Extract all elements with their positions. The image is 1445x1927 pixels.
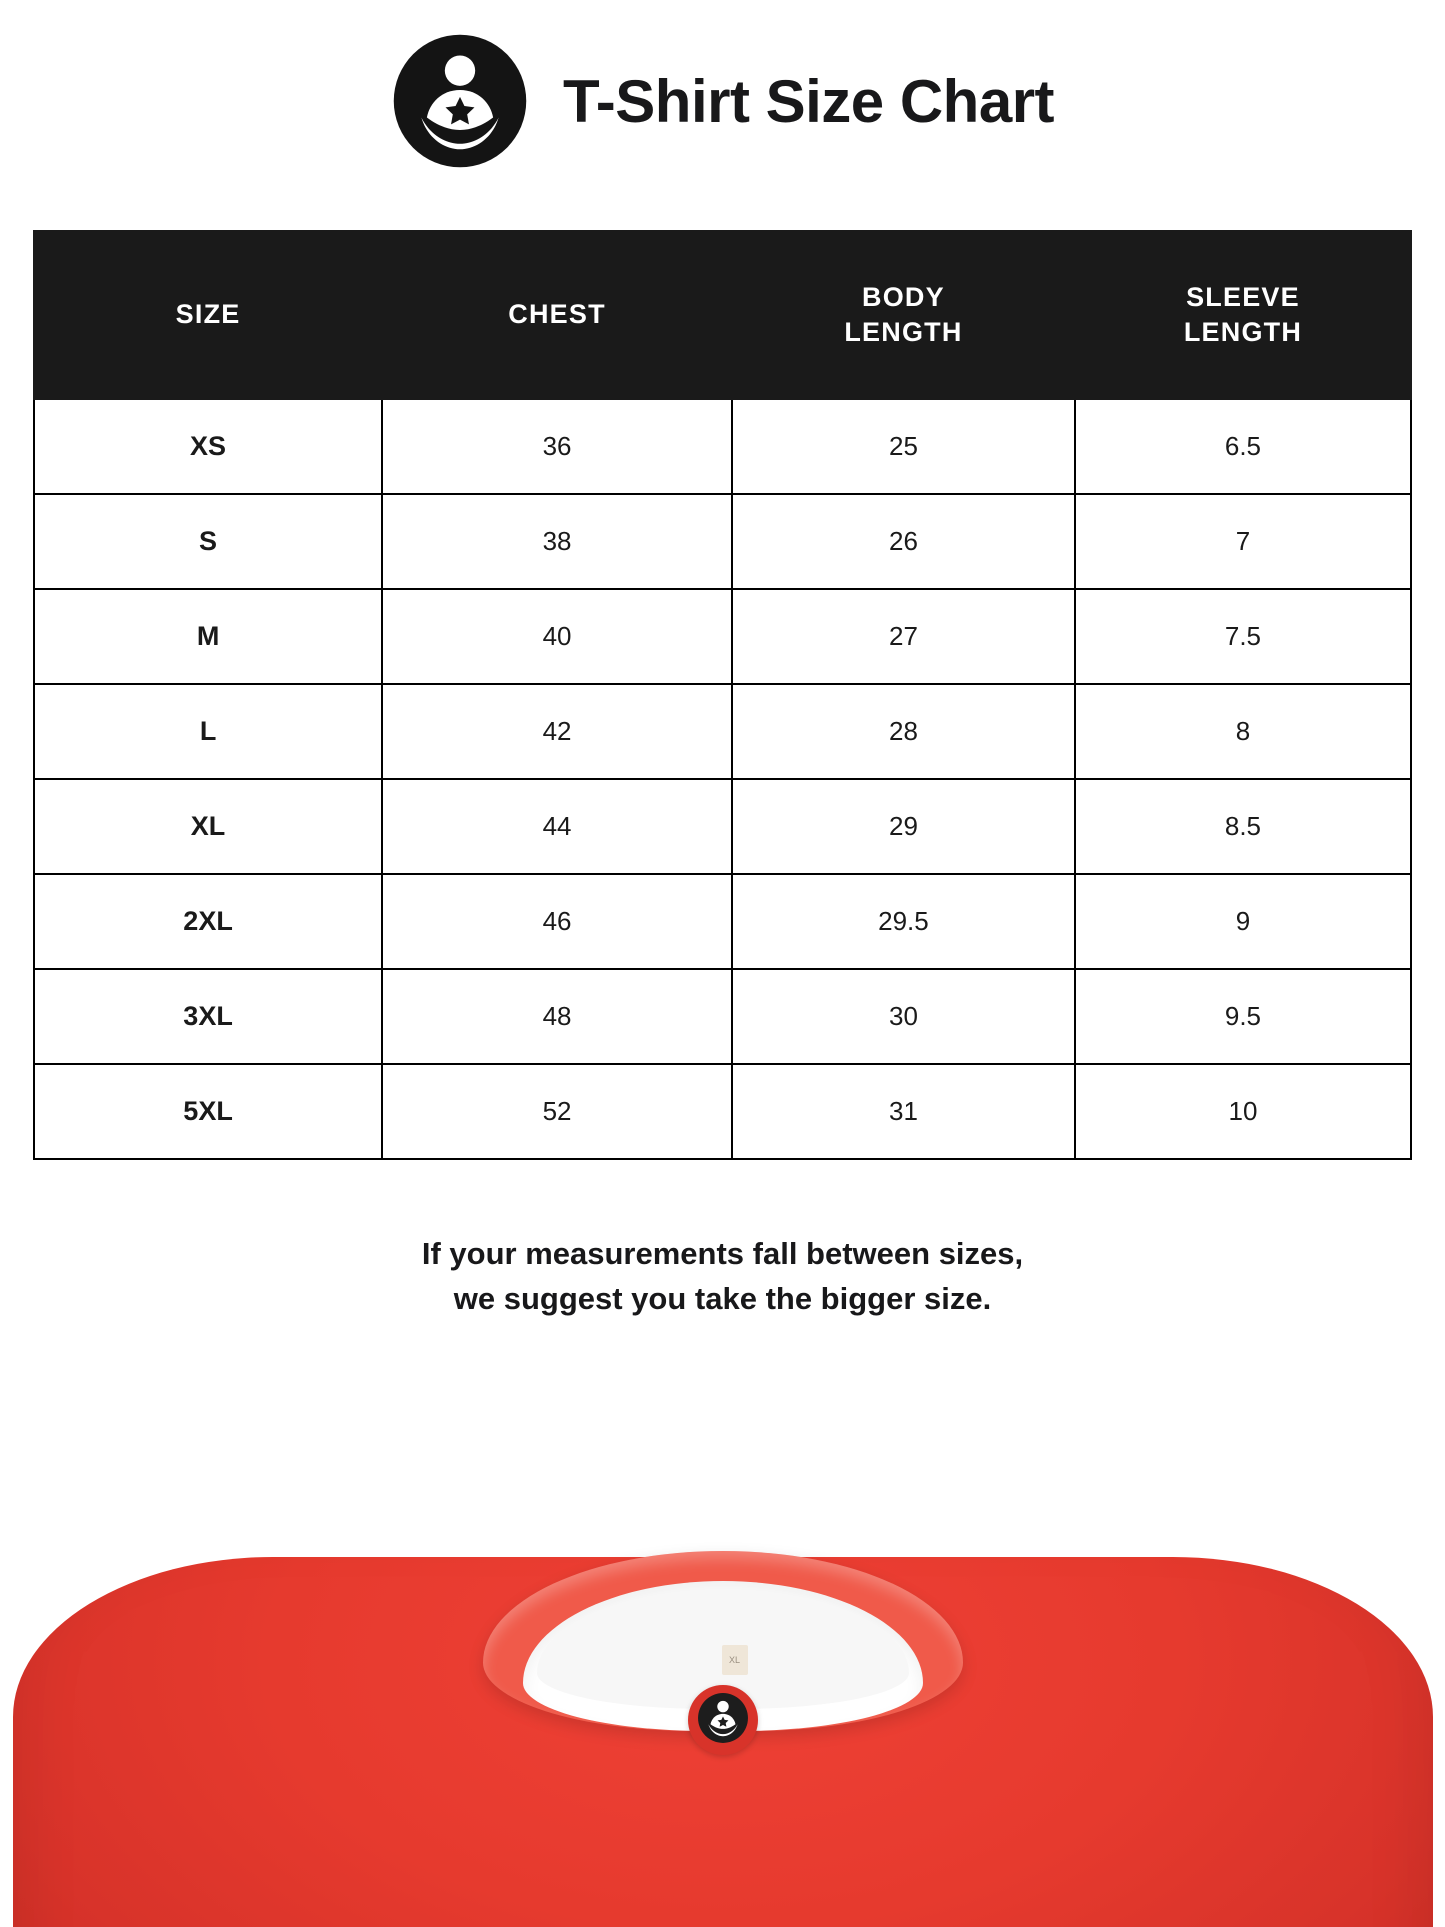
table-header-row: [34, 231, 1411, 399]
cell-chest: 46: [382, 874, 732, 969]
cell-sleeve-length: 7.5: [1075, 589, 1411, 684]
table-row: [34, 874, 1411, 969]
cell-body-length: 25: [732, 399, 1075, 494]
cell-chest: 36: [382, 399, 732, 494]
cell-chest: 48: [382, 969, 732, 1064]
size-chart-table-container: [33, 230, 1412, 1160]
column-header-body-length: BODY LENGTH: [732, 231, 1075, 399]
cell-sleeve-length: 8.5: [1075, 779, 1411, 874]
person-in-circle-logo-icon: [697, 1692, 749, 1749]
cell-chest: 52: [382, 1064, 732, 1159]
cell-sleeve-length: 10: [1075, 1064, 1411, 1159]
sizing-note-line-1: If your measurements fall between sizes,: [421, 1236, 1024, 1271]
cell-chest: 40: [382, 589, 732, 684]
table-row: [34, 779, 1411, 874]
person-in-circle-logo-icon: [391, 32, 529, 170]
sizing-note: [0, 1232, 1445, 1322]
cell-sleeve-length: 9: [1075, 874, 1411, 969]
cell-size: 2XL: [34, 874, 382, 969]
table-row: [34, 684, 1411, 779]
cell-body-length: 28: [732, 684, 1075, 779]
cell-size: 5XL: [34, 1064, 382, 1159]
table-row: [34, 1064, 1411, 1159]
tshirt-size-tag: XL: [722, 1645, 748, 1675]
table-row: [34, 969, 1411, 1064]
cell-body-length: 29.5: [732, 874, 1075, 969]
cell-sleeve-length: 7: [1075, 494, 1411, 589]
cell-body-length: 29: [732, 779, 1075, 874]
cell-body-length: 31: [732, 1064, 1075, 1159]
cell-sleeve-length: 9.5: [1075, 969, 1411, 1064]
cell-chest: 44: [382, 779, 732, 874]
cell-chest: 38: [382, 494, 732, 589]
sizing-note-line-2: we suggest you take the bigger size.: [453, 1280, 992, 1316]
brand-badge: [688, 1685, 758, 1755]
cell-size: M: [34, 589, 382, 684]
size-chart-table: [33, 230, 1412, 1160]
table-row: [34, 589, 1411, 684]
column-header-sleeve-length: SLEEVE LENGTH: [1075, 231, 1411, 399]
cell-body-length: 26: [732, 494, 1075, 589]
cell-chest: 42: [382, 684, 732, 779]
cell-size: 3XL: [34, 969, 382, 1064]
tshirt-photo: [0, 1537, 1445, 1927]
cell-sleeve-length: 8: [1075, 684, 1411, 779]
cell-size: S: [34, 494, 382, 589]
cell-size: XS: [34, 399, 382, 494]
table-row: [34, 494, 1411, 589]
cell-sleeve-length: 6.5: [1075, 399, 1411, 494]
cell-size: XL: [34, 779, 382, 874]
cell-body-length: 30: [732, 969, 1075, 1064]
column-header-chest: CHEST: [382, 231, 732, 399]
column-header-size: SIZE: [34, 231, 382, 399]
cell-size: L: [34, 684, 382, 779]
page-header: [0, 0, 1445, 160]
cell-body-length: 27: [732, 589, 1075, 684]
page-title: T-Shirt Size Chart: [562, 67, 1055, 135]
table-row: [34, 399, 1411, 494]
